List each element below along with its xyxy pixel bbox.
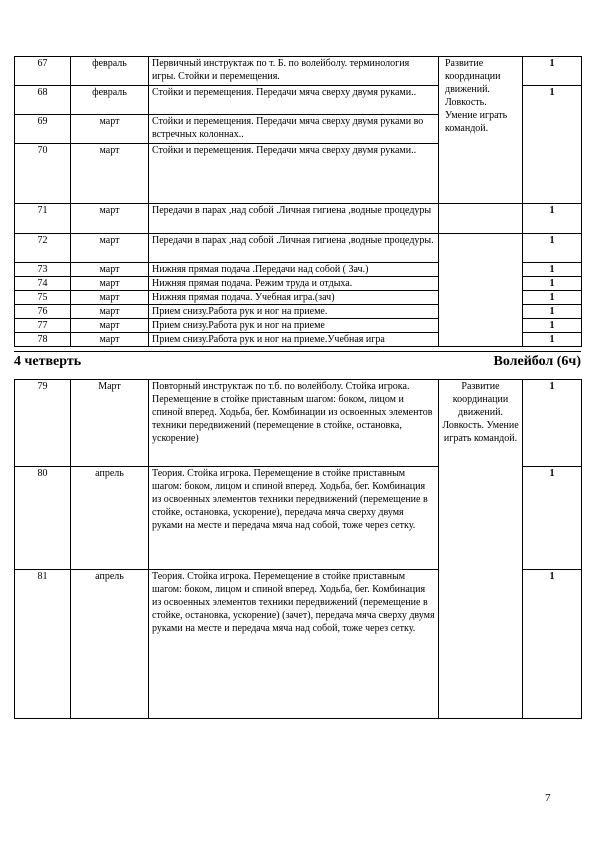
- lesson-topic: Первичный инструктаж по т. Б. по волейболу. терминология игры. Стойки и перемещения.: [149, 57, 439, 86]
- lesson-hours: 1: [523, 305, 582, 319]
- table-row: [15, 57, 582, 86]
- skills-cell: Развитие координации движений. Ловкость. Умение играть командой.: [439, 380, 523, 719]
- lesson-hours: 1: [523, 277, 582, 291]
- lesson-hours: 1: [523, 319, 582, 333]
- lesson-table-1: [14, 56, 582, 347]
- module-title: Волейбол (6ч): [298, 352, 582, 380]
- lesson-topic: Прием снизу.Работа рук и ног на приеме: [149, 319, 439, 333]
- lesson-topic: Прием снизу.Работа рук и ног на приеме.: [149, 305, 439, 319]
- lesson-hours: 1: [523, 234, 582, 263]
- lesson-topic: Прием снизу.Работа рук и ног на приеме.Учебная игра: [149, 333, 439, 347]
- lesson-number: 75: [15, 291, 71, 305]
- lesson-number: 77: [15, 319, 71, 333]
- quarter-title: 4 четверть: [14, 352, 298, 380]
- lesson-number: 67: [15, 57, 71, 86]
- lesson-hours: 1: [523, 204, 582, 234]
- skills-cell-empty: [439, 234, 523, 347]
- lesson-hours: [523, 115, 582, 144]
- lesson-topic: Передачи в парах ,над собой .Личная гигиена ,водные процедуры: [149, 204, 439, 234]
- lesson-month: март: [71, 277, 149, 291]
- lesson-number: 76: [15, 305, 71, 319]
- lesson-hours: 1: [523, 333, 582, 347]
- skills-cell: Развитие координации движений. Ловкость. Умение играть командой.: [439, 57, 523, 204]
- lesson-number: 71: [15, 204, 71, 234]
- lesson-topic: Теория. Стойка игрока. Перемещение в стойке приставным шагом: боком, лицом и спиной вперед. Ходьба, бег. Комбинация из освоенных элементов техники передвижений (перемещение в стойке, остановка, ускорение) (зачет), передача мяча сверху двумя руками на месте и передача мяча над собой, тоже через сетку.: [149, 570, 439, 719]
- lesson-topic: Стойки и перемещения. Передачи мяча сверху двумя руками во встречных колоннах..: [149, 115, 439, 144]
- lesson-hours: 1: [523, 570, 582, 719]
- lesson-topic: Нижняя прямая подача .Передачи над собой ( Зач.): [149, 263, 439, 277]
- skills-cell-empty: [439, 204, 523, 234]
- lesson-month: март: [71, 115, 149, 144]
- lesson-number: 80: [15, 467, 71, 570]
- lesson-month: февраль: [71, 86, 149, 115]
- lesson-month: апрель: [71, 467, 149, 570]
- section-header: [14, 351, 581, 380]
- lesson-month: март: [71, 291, 149, 305]
- lesson-hours: 1: [523, 467, 582, 570]
- lesson-number: 81: [15, 570, 71, 719]
- lesson-number: 73: [15, 263, 71, 277]
- lesson-hours: 1: [523, 380, 582, 467]
- table-row: [15, 380, 582, 467]
- lesson-hours: 1: [523, 86, 582, 115]
- lesson-number: 78: [15, 333, 71, 347]
- lesson-table-2: [14, 379, 582, 719]
- lesson-hours: 1: [523, 57, 582, 86]
- lesson-number: 74: [15, 277, 71, 291]
- lesson-topic: Нижняя прямая подача. Учебная игра.(зач): [149, 291, 439, 305]
- lesson-month: Март: [71, 380, 149, 467]
- lesson-number: 72: [15, 234, 71, 263]
- lesson-hours: 1: [523, 263, 582, 277]
- table-row: [15, 204, 582, 234]
- lesson-hours: [523, 144, 582, 204]
- lesson-month: март: [71, 204, 149, 234]
- lesson-hours: 1: [523, 291, 582, 305]
- lesson-month: март: [71, 144, 149, 204]
- lesson-topic: Стойки и перемещения. Передачи мяча сверху двумя руками..: [149, 86, 439, 115]
- lesson-number: 70: [15, 144, 71, 204]
- table-row: [15, 234, 582, 263]
- lesson-topic: Стойки и перемещения. Передачи мяча сверху двумя руками..: [149, 144, 439, 204]
- lesson-number: 68: [15, 86, 71, 115]
- lesson-month: март: [71, 305, 149, 319]
- lesson-topic: Передачи в парах ,над собой .Личная гигиена ,водные процедуры.: [149, 234, 439, 263]
- lesson-month: март: [71, 319, 149, 333]
- lesson-topic: Теория. Стойка игрока. Перемещение в стойке приставным шагом: боком, лицом и спиной вперед. Ходьба, бег. Комбинация из освоенных элементов техники передвижений (перемещение в стойке, остановка, ускорение), передача мяча сверху двумя руками на месте и передача мяча над собой, тоже через сетку.: [149, 467, 439, 570]
- lesson-month: февраль: [71, 57, 149, 86]
- page-number: 7: [545, 792, 551, 804]
- lesson-number: 79: [15, 380, 71, 467]
- lesson-month: апрель: [71, 570, 149, 719]
- lesson-month: март: [71, 333, 149, 347]
- lesson-topic: Нижняя прямая подача. Режим труда и отдыха.: [149, 277, 439, 291]
- lesson-month: март: [71, 263, 149, 277]
- lesson-topic: Повторный инструктаж по т.б. по волейболу. Стойка игрока. Перемещение в стойке приставным шагом: боком, лицом и спиной вперед. Ходьба, бег. Комбинации из освоенных элементов техники передвижений (перемещение в стойке, остановка, ускорение): [149, 380, 439, 467]
- lesson-month: март: [71, 234, 149, 263]
- lesson-number: 69: [15, 115, 71, 144]
